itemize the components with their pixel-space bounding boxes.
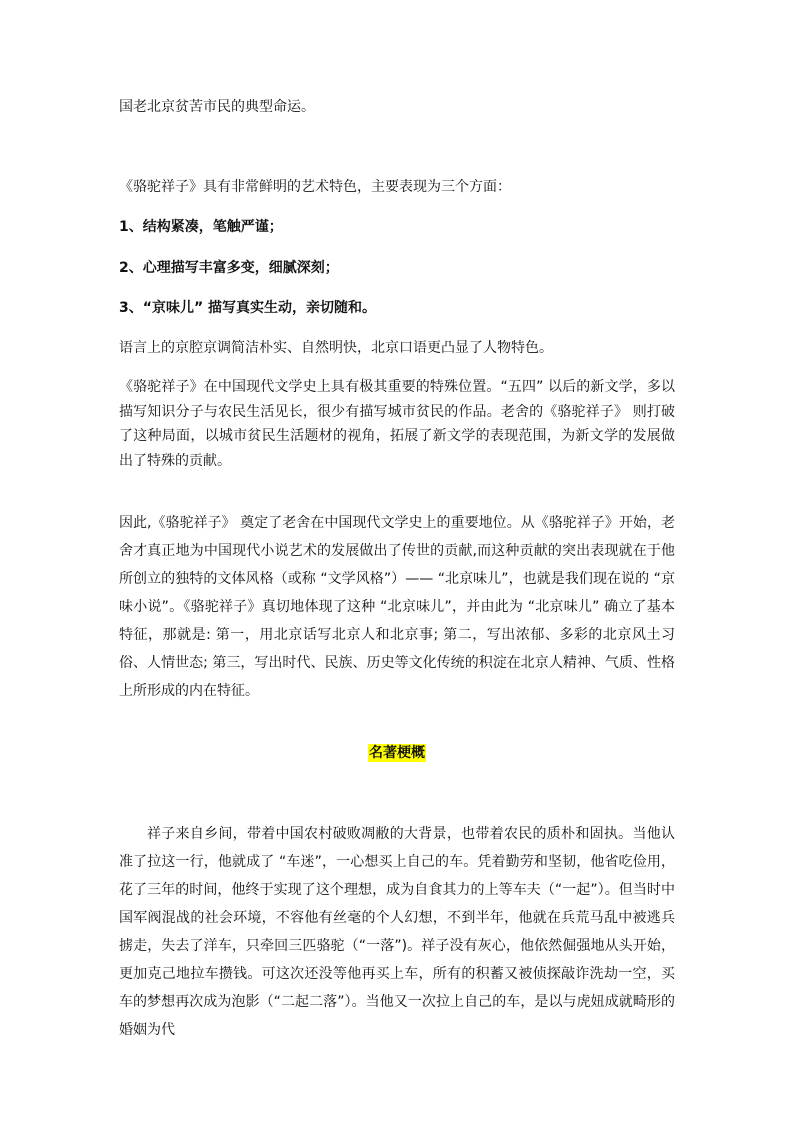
- feature-item-2: 2、心理描写丰富多变，细腻深刻；: [119, 260, 339, 276]
- significance-paragraph: 《骆驼祥子》在中国现代文学史上具有极其重要的特殊位置。“五四” 以后的新文学，多以描写知识分子与农民生活见长，很少有描写城市贫民的作品。老舍的《骆驼祥子》 则打破了这种局面，以城市贫民生活题材的视角，拓展了新文学的表现范围，为新文学的发展做出了特殊的贡献。: [119, 379, 675, 469]
- section-heading: [0, 743, 794, 763]
- feature-item-1: 1、结构紧凑，笔触严谨；: [119, 219, 283, 235]
- status-paragraph: 因此,《骆驼祥子》 奠定了老舍在中国现代文学史上的重要地位。从《骆驼祥子》开始，老舍才真正地为中国现代小说艺术的发展做出了传世的贡献,而这种贡献的突出表现就在于他所创立的独特的文体风格（或称 “文学风格”）—— “北京味儿”，也就是我们现在说的 “京味小说”。《骆驼祥子》真切地体现了这种 “北京味儿”，并由此为 “北京味儿” 确立了基本特征，那就是: 第一，用北京话写北京人和北京事; 第二，写出浓郁、多彩的北京风土习俗、人情世态; 第三，写出时代、民族、历史等文化传统的积淀在北京人精神、气质、性格上所形成的内在特征。: [119, 515, 675, 699]
- intro-fragment: 国老北京贫苦市民的典型命运。: [119, 99, 315, 115]
- section-heading-text: 名著梗概: [369, 745, 425, 761]
- feature-item-3: 3、“京味儿” 描写真实生动，亲切随和。: [119, 300, 377, 316]
- art-features-intro: 《骆驼祥子》具有非常鲜明的艺术特色，主要表现为三个方面：: [119, 179, 511, 195]
- summary-paragraph: 祥子来自乡间，带着中国农村破败凋敝的大背景，也带着农民的质朴和固执。当他认准了拉这一行，他就成了 “车迷”，一心想买上自己的车。凭着勤劳和坚韧，他省吃俭用，花了三年的时间，他终于实现了这个理想，成为自食其力的上等车夫（“一起”）。但当时中国军阀混战的社会环境，不容他有丝毫的个人幻想，不到半年，他就在兵荒马乱中被逃兵掳走，失去了洋车，只牵回三匹骆驼（“一落”)。祥子没有灰心，他依然倔强地从头开始，更加克己地拉车攒钱。可这次还没等他再买上车，所有的积蓄又被侦探敲诈洗劫一空，买车的梦想再次成为泡影（“二起二落”）。当他又一次拉上自己的车，是以与虎妞成就畸形的婚姻为代: [119, 826, 675, 1038]
- language-note: 语言上的京腔京调简洁朴实、自然明快，北京口语更凸显了人物特色。: [119, 340, 553, 356]
